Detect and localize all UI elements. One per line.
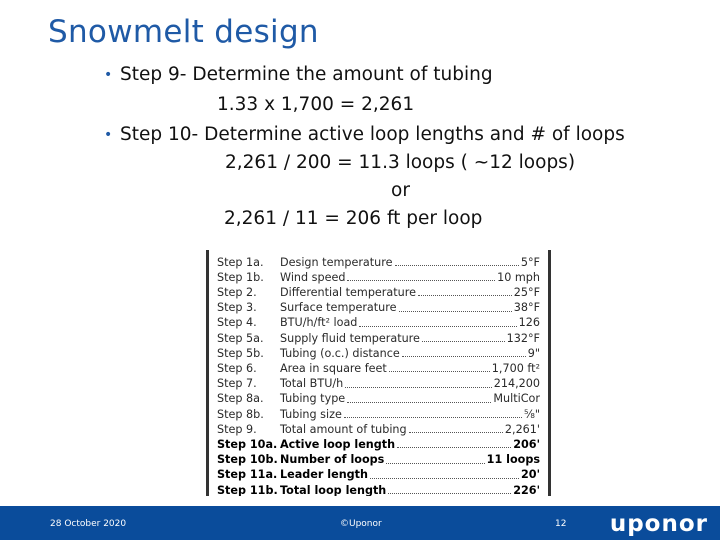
table-leader-dots	[345, 378, 491, 388]
table-label: Active loop length	[280, 437, 396, 451]
table-value: 132°F	[506, 331, 540, 345]
table-label: Supply fluid temperature	[280, 331, 420, 345]
table-step: Step 4.	[217, 316, 257, 330]
table-leader-dots	[422, 332, 505, 342]
table-step: Step 1b.	[217, 270, 264, 284]
table-value: 5°F	[520, 255, 540, 269]
table-leader-dots	[395, 256, 519, 266]
table-step: Step 5b.	[217, 346, 264, 360]
table-leader-dots	[388, 484, 511, 494]
table-value: 25°F	[513, 285, 540, 299]
table-label: Surface temperature	[280, 301, 397, 315]
table-value: 214,200	[493, 377, 540, 391]
table-row	[217, 407, 540, 421]
table-step: Step 2.	[217, 285, 257, 299]
table-label: Total loop length	[280, 483, 387, 496]
table-leader-dots	[418, 286, 512, 296]
table-leader-dots	[344, 408, 522, 418]
table-leader-dots	[397, 438, 511, 448]
bullet-step10: Step 10- Determine active loop lengths and # of loops	[120, 124, 625, 145]
table-label: Differential temperature	[280, 285, 416, 299]
table-row	[217, 285, 540, 299]
table-label: Area in square feet	[280, 361, 387, 375]
table-row	[217, 331, 540, 345]
table-value: ⅝"	[524, 407, 540, 421]
table-step: Step 10b.	[217, 453, 278, 467]
footer-bar	[0, 506, 720, 540]
table-value: 126	[518, 316, 540, 330]
table-value: 10 mph	[497, 270, 540, 284]
table-value: 38°F	[513, 301, 540, 315]
table-step: Step 3.	[217, 301, 257, 315]
table-step: Step 6.	[217, 361, 257, 375]
table-step: Step 9.	[217, 422, 257, 436]
table-row	[217, 346, 540, 360]
table-label: Tubing type	[280, 392, 346, 406]
table-label: Tubing (o.c.) distance	[280, 346, 400, 360]
table-row	[217, 453, 540, 467]
table-row	[217, 468, 540, 482]
step10-calculation-loops: 2,261 / 200 = 11.3 loops ( ~12 loops)	[225, 152, 576, 173]
table-value: 2,261'	[504, 422, 540, 436]
table-leader-dots	[389, 362, 490, 372]
table-leader-dots	[347, 393, 491, 403]
table-leader-dots	[347, 271, 495, 281]
table-row	[217, 301, 540, 315]
table-row	[217, 422, 540, 436]
table-leader-dots	[359, 317, 516, 327]
table-value: 20'	[521, 468, 540, 482]
table-value: 9"	[527, 346, 540, 360]
table-step: Step 7.	[217, 377, 257, 391]
table-step: Step 8b.	[217, 407, 264, 421]
table-row	[217, 392, 540, 406]
uponor-logo: uponor	[609, 511, 708, 537]
footer-page-number: 12	[555, 519, 567, 529]
table-label: Tubing size	[280, 407, 342, 421]
table-label: Wind speed	[280, 270, 346, 284]
table-value: MultiCor	[493, 392, 540, 406]
snowmelt-steps-table	[206, 250, 551, 496]
table-leader-dots	[409, 423, 503, 433]
step10-calculation-length: 2,261 / 11 = 206 ft per loop	[224, 208, 483, 229]
table-row	[217, 361, 540, 375]
table-value: 1,700 ft²	[491, 361, 540, 375]
step9-calculation: 1.33 x 1,700 = 2,261	[217, 94, 415, 115]
table-value: 11 loops	[486, 453, 540, 467]
table-leader-dots	[386, 454, 484, 464]
table-leader-dots	[399, 302, 512, 312]
table-leader-dots	[370, 469, 519, 479]
step10-or: or	[391, 180, 410, 201]
table-row	[217, 437, 540, 451]
table-step: Step 11a.	[217, 468, 278, 482]
table-step: Step 10a.	[217, 437, 278, 451]
bullet-step9: Step 9- Determine the amount of tubing	[120, 64, 493, 85]
table-row	[217, 377, 540, 391]
table-label: Design temperature	[280, 255, 393, 269]
table-label: Total BTU/h	[280, 377, 344, 391]
table-row	[217, 255, 540, 269]
slide-title: Snowmelt design	[48, 14, 319, 50]
table-row	[217, 483, 540, 496]
table-step: Step 5a.	[217, 331, 264, 345]
table-leader-dots	[402, 347, 526, 357]
bullet-dot: •	[104, 127, 113, 143]
table-value: 206'	[513, 437, 540, 451]
table-row	[217, 316, 540, 330]
bullet-dot: •	[104, 67, 113, 83]
table-label: Total amount of tubing	[280, 422, 407, 436]
footer-copyright: ©Uponor	[340, 519, 382, 529]
footer-date: 28 October 2020	[50, 519, 127, 529]
table-value: 226'	[513, 483, 540, 496]
table-label: Leader length	[280, 468, 368, 482]
table-step: Step 11b.	[217, 483, 278, 496]
table-label: BTU/h/ft² load	[280, 316, 358, 330]
table-label: Number of loops	[280, 453, 385, 467]
table-row	[217, 270, 540, 284]
table-step: Step 8a.	[217, 392, 264, 406]
table-step: Step 1a.	[217, 255, 264, 269]
